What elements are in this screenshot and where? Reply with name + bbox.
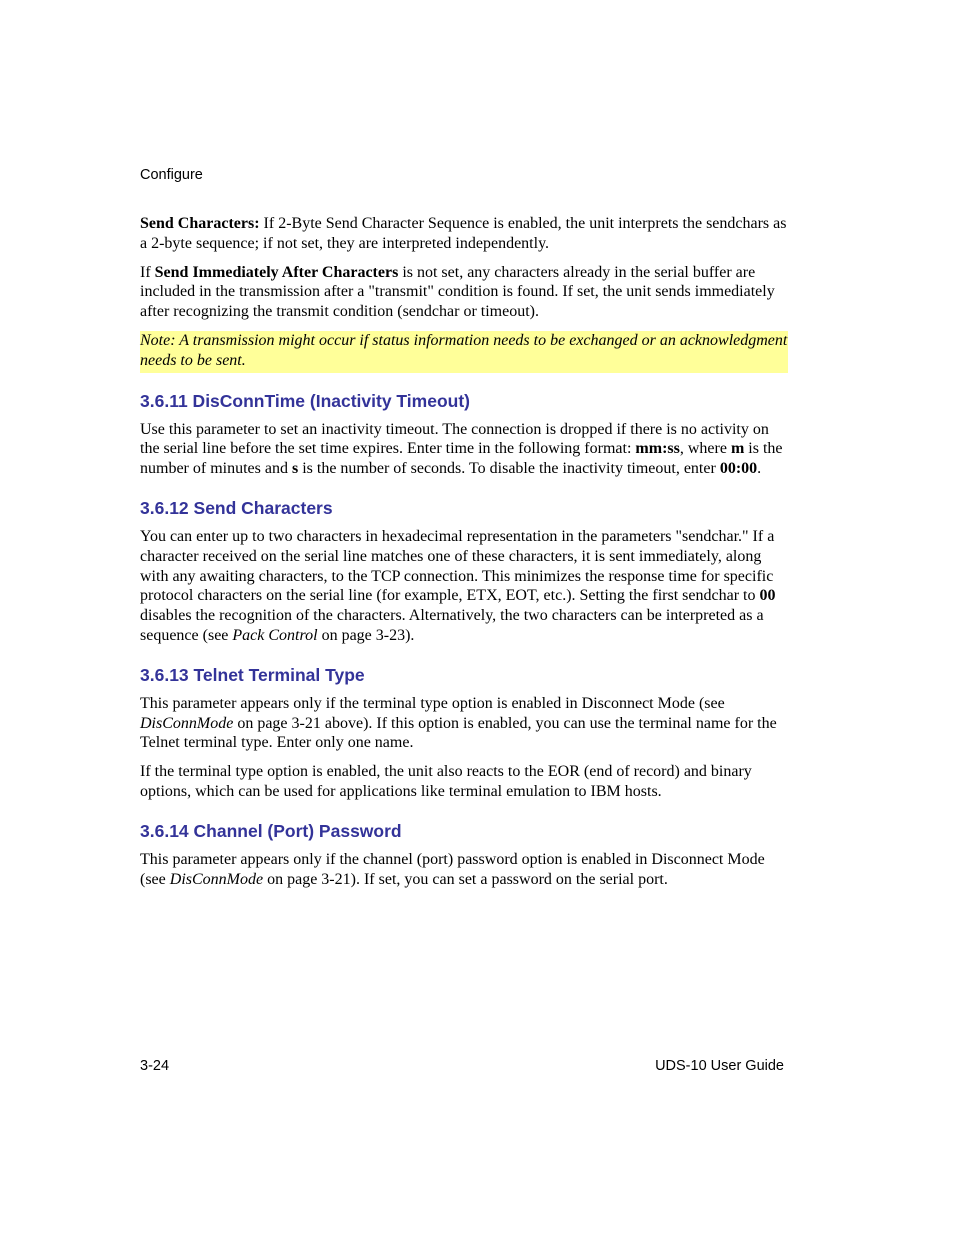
guide-title: UDS-10 User Guide bbox=[655, 1058, 784, 1074]
section-disconntime bbox=[140, 390, 788, 479]
running-head: Configure bbox=[140, 167, 203, 183]
page-content bbox=[140, 214, 788, 907]
section-body: This parameter appears only if the channel (port) password option is enabled in Disconnect Mode (see DisConnMode on page 3-21). If set, you can set a password on the serial port. bbox=[140, 850, 765, 888]
section-body: You can enter up to two characters in hexadecimal representation in the parameters "sendchar." If a character received on the serial line matches one of these characters, it is sent immediately, along with any awaiting characters, to the TCP connection. This minimizes the response time for specific protocol characters on the serial line (for example, ETX, EOT, etc.). Setting the first sendchar to 00 disables the recognition of the characters. Alternatively, the two characters can be interpreted as a sequence (see Pack Control on page 3-23). bbox=[140, 527, 776, 644]
section-heading: 3.6.12 Send Characters bbox=[140, 497, 333, 518]
section-body: Use this parameter to set an inactivity timeout. The connection is dropped if there is no activity on the serial line before the set time expires. Enter time in the following format: mm:ss, where m is the number of minutes and s is the number of seconds. To disable the inactivity timeout, enter 00:00. bbox=[140, 420, 783, 478]
section-heading: 3.6.14 Channel (Port) Password bbox=[140, 820, 402, 841]
page-number: 3-24 bbox=[140, 1058, 170, 1074]
section-heading: 3.6.11 DisConnTime (Inactivity Timeout) bbox=[140, 390, 470, 411]
send-immediately-label: Send Immediately After Characters bbox=[154, 263, 399, 281]
note-box: Note: A transmission might occur if status information needs to be exchanged or an acknowledgment needs to be sent. bbox=[140, 331, 788, 373]
section-body: If the terminal type option is enabled, the unit also reacts to the EOR (end of record) and binary options, which can be used for applications like terminal emulation to IBM hosts. bbox=[140, 763, 752, 800]
send-characters-label: Send Characters: bbox=[140, 215, 260, 232]
section-channel-password bbox=[140, 820, 788, 890]
send-immediately-paragraph: If Send Immediately After Characters is not set, any characters already in the serial buffer are included in the transmission after a "transmit" condition is found. If set, the unit sends immediately after recognizing the transmit condition (sendchar or timeout). bbox=[140, 263, 775, 321]
section-heading: 3.6.13 Telnet Terminal Type bbox=[140, 664, 365, 685]
section-telnet-terminal-type bbox=[140, 664, 788, 802]
section-body: This parameter appears only if the terminal type option is enabled in Disconnect Mode (see DisConnMode on page 3-21 above). If this option is enabled, you can use the terminal name for the Telnet terminal type. Enter only one name. bbox=[140, 694, 777, 752]
section-send-characters bbox=[140, 497, 788, 646]
send-characters-paragraph: Send Characters: If 2-Byte Send Character Sequence is enabled, the unit interprets the sendchars as a 2-byte sequence; if not set, they are interpreted independently. bbox=[140, 215, 787, 252]
